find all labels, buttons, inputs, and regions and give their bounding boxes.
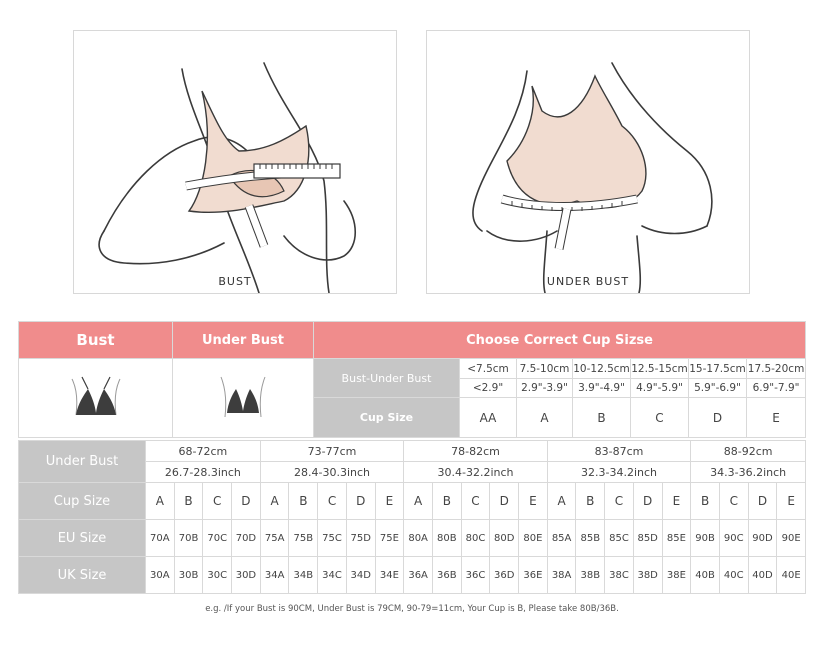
cup-size-cell: B [289, 483, 318, 520]
cup-size-cell: C [203, 483, 232, 520]
cup-size-cell: C [719, 483, 748, 520]
diff-cm: 17.5-20cm [747, 359, 806, 379]
uk-size-cell: 34A [260, 557, 289, 594]
under-bust-inch: 28.4-30.3inch [260, 462, 403, 483]
eu-size-cell: 75E [375, 520, 404, 557]
bust-under-bust-label: Bust-Under Bust [314, 359, 460, 398]
diff-inch: 3.9"-4.9" [573, 379, 631, 398]
cup-size-label: Cup Size [314, 398, 460, 438]
eu-size-cell: 70C [203, 520, 232, 557]
eu-size-cell: 90E [777, 520, 806, 557]
cup-size-cell: E [519, 483, 548, 520]
uk-size-cell: 34C [318, 557, 347, 594]
cup-letter: E [747, 398, 806, 438]
eu-size-cell: 70D [232, 520, 261, 557]
eu-size-cell: 90C [719, 520, 748, 557]
uk-size-cell: 40B [691, 557, 720, 594]
cup-size-cell: E [375, 483, 404, 520]
eu-size-cell: 85B [576, 520, 605, 557]
under-bust-inch: 34.3-36.2inch [691, 462, 806, 483]
diff-cm: 7.5-10cm [517, 359, 573, 379]
under-bust-cm: 78-82cm [404, 441, 547, 462]
cup-size-cell: B [432, 483, 461, 520]
cup-size-cell: A [146, 483, 175, 520]
cup-size-cell: D [346, 483, 375, 520]
diff-inch: 4.9"-5.9" [631, 379, 689, 398]
uk-size-cell: 34E [375, 557, 404, 594]
cup-size-cell: D [748, 483, 777, 520]
eu-size-cell: 90D [748, 520, 777, 557]
panel-caption-bust: BUST [218, 275, 252, 288]
cup-size-cell: B [576, 483, 605, 520]
row-label-under-bust: Under Bust [19, 441, 146, 483]
eu-size-cell: 80A [404, 520, 433, 557]
cup-size-cell: D [232, 483, 261, 520]
uk-size-cell: 38D [633, 557, 662, 594]
uk-size-cell: 30C [203, 557, 232, 594]
uk-size-cell: 40C [719, 557, 748, 594]
bust-bra-thumbnail [19, 359, 173, 438]
size-conversion-table [18, 440, 806, 594]
uk-size-cell: 36A [404, 557, 433, 594]
cup-size-cell: E [662, 483, 691, 520]
cup-size-cell: E [777, 483, 806, 520]
cup-size-cell: A [547, 483, 576, 520]
uk-size-cell: 36B [432, 557, 461, 594]
diff-inch: 2.9"-3.9" [517, 379, 573, 398]
uk-size-cell: 36C [461, 557, 490, 594]
header-under-bust: Under Bust [173, 322, 314, 359]
eu-size-cell: 85A [547, 520, 576, 557]
row-label-eu-size: EU Size [19, 520, 146, 557]
uk-size-cell: 36E [519, 557, 548, 594]
cup-size-table [18, 321, 806, 438]
header-choose-cup-size: Choose Correct Cup Sizse [314, 322, 806, 359]
cup-size-cell: C [605, 483, 634, 520]
diff-cm: 12.5-15cm [631, 359, 689, 379]
cup-letter: B [573, 398, 631, 438]
under-bust-inch: 32.3-34.2inch [547, 462, 690, 483]
eu-size-cell: 80D [490, 520, 519, 557]
diff-inch: 5.9"-6.9" [689, 379, 747, 398]
bust-measure-panel [73, 30, 397, 294]
under-bust-inch: 30.4-32.2inch [404, 462, 547, 483]
cup-size-cell: B [174, 483, 203, 520]
uk-size-cell: 30D [232, 557, 261, 594]
cup-letter: D [689, 398, 747, 438]
cup-size-cell: D [490, 483, 519, 520]
eu-size-cell: 85D [633, 520, 662, 557]
bust-measure-illustration [74, 31, 396, 293]
uk-size-cell: 34B [289, 557, 318, 594]
eu-size-cell: 80C [461, 520, 490, 557]
bra-icon [68, 373, 124, 419]
panel-caption-under-bust: UNDER BUST [546, 275, 630, 288]
bra-icon [215, 373, 271, 419]
eu-size-cell: 75B [289, 520, 318, 557]
cup-letter: A [517, 398, 573, 438]
cup-size-cell: B [691, 483, 720, 520]
under-bust-cm: 83-87cm [547, 441, 690, 462]
row-label-cup-size: Cup Size [19, 483, 146, 520]
cup-letter: C [631, 398, 689, 438]
uk-size-cell: 40E [777, 557, 806, 594]
uk-size-cell: 38B [576, 557, 605, 594]
uk-size-cell: 40D [748, 557, 777, 594]
diff-inch: 6.9"-7.9" [747, 379, 806, 398]
eu-size-cell: 75A [260, 520, 289, 557]
under-bust-measure-illustration [427, 31, 749, 293]
eu-size-cell: 70A [146, 520, 175, 557]
diff-cm: <7.5cm [460, 359, 517, 379]
under-bust-measure-panel [426, 30, 750, 294]
diff-cm: 15-17.5cm [689, 359, 747, 379]
uk-size-cell: 34D [346, 557, 375, 594]
cup-size-cell: D [633, 483, 662, 520]
cup-size-cell: A [404, 483, 433, 520]
cup-size-cell: C [318, 483, 347, 520]
under-bust-cm: 73-77cm [260, 441, 403, 462]
eu-size-cell: 70B [174, 520, 203, 557]
under-bust-bra-thumbnail [173, 359, 314, 438]
diff-inch: <2.9" [460, 379, 517, 398]
cup-size-cell: A [260, 483, 289, 520]
eu-size-cell: 80B [432, 520, 461, 557]
uk-size-cell: 38A [547, 557, 576, 594]
diff-cm: 10-12.5cm [573, 359, 631, 379]
row-label-uk-size: UK Size [19, 557, 146, 594]
example-footnote: e.g. /If your Bust is 90CM, Under Bust is 79CM, 90-79=11cm, Your Cup is B, Please take 80B/36B. [205, 604, 619, 614]
uk-size-cell: 36D [490, 557, 519, 594]
eu-size-cell: 75D [346, 520, 375, 557]
uk-size-cell: 30A [146, 557, 175, 594]
under-bust-inch: 26.7-28.3inch [146, 462, 261, 483]
uk-size-cell: 30B [174, 557, 203, 594]
header-bust: Bust [19, 322, 173, 359]
eu-size-cell: 75C [318, 520, 347, 557]
cup-letter: AA [460, 398, 517, 438]
uk-size-cell: 38C [605, 557, 634, 594]
cup-size-cell: C [461, 483, 490, 520]
eu-size-cell: 85C [605, 520, 634, 557]
eu-size-cell: 90B [691, 520, 720, 557]
eu-size-cell: 85E [662, 520, 691, 557]
eu-size-cell: 80E [519, 520, 548, 557]
uk-size-cell: 38E [662, 557, 691, 594]
under-bust-cm: 88-92cm [691, 441, 806, 462]
under-bust-cm: 68-72cm [146, 441, 261, 462]
